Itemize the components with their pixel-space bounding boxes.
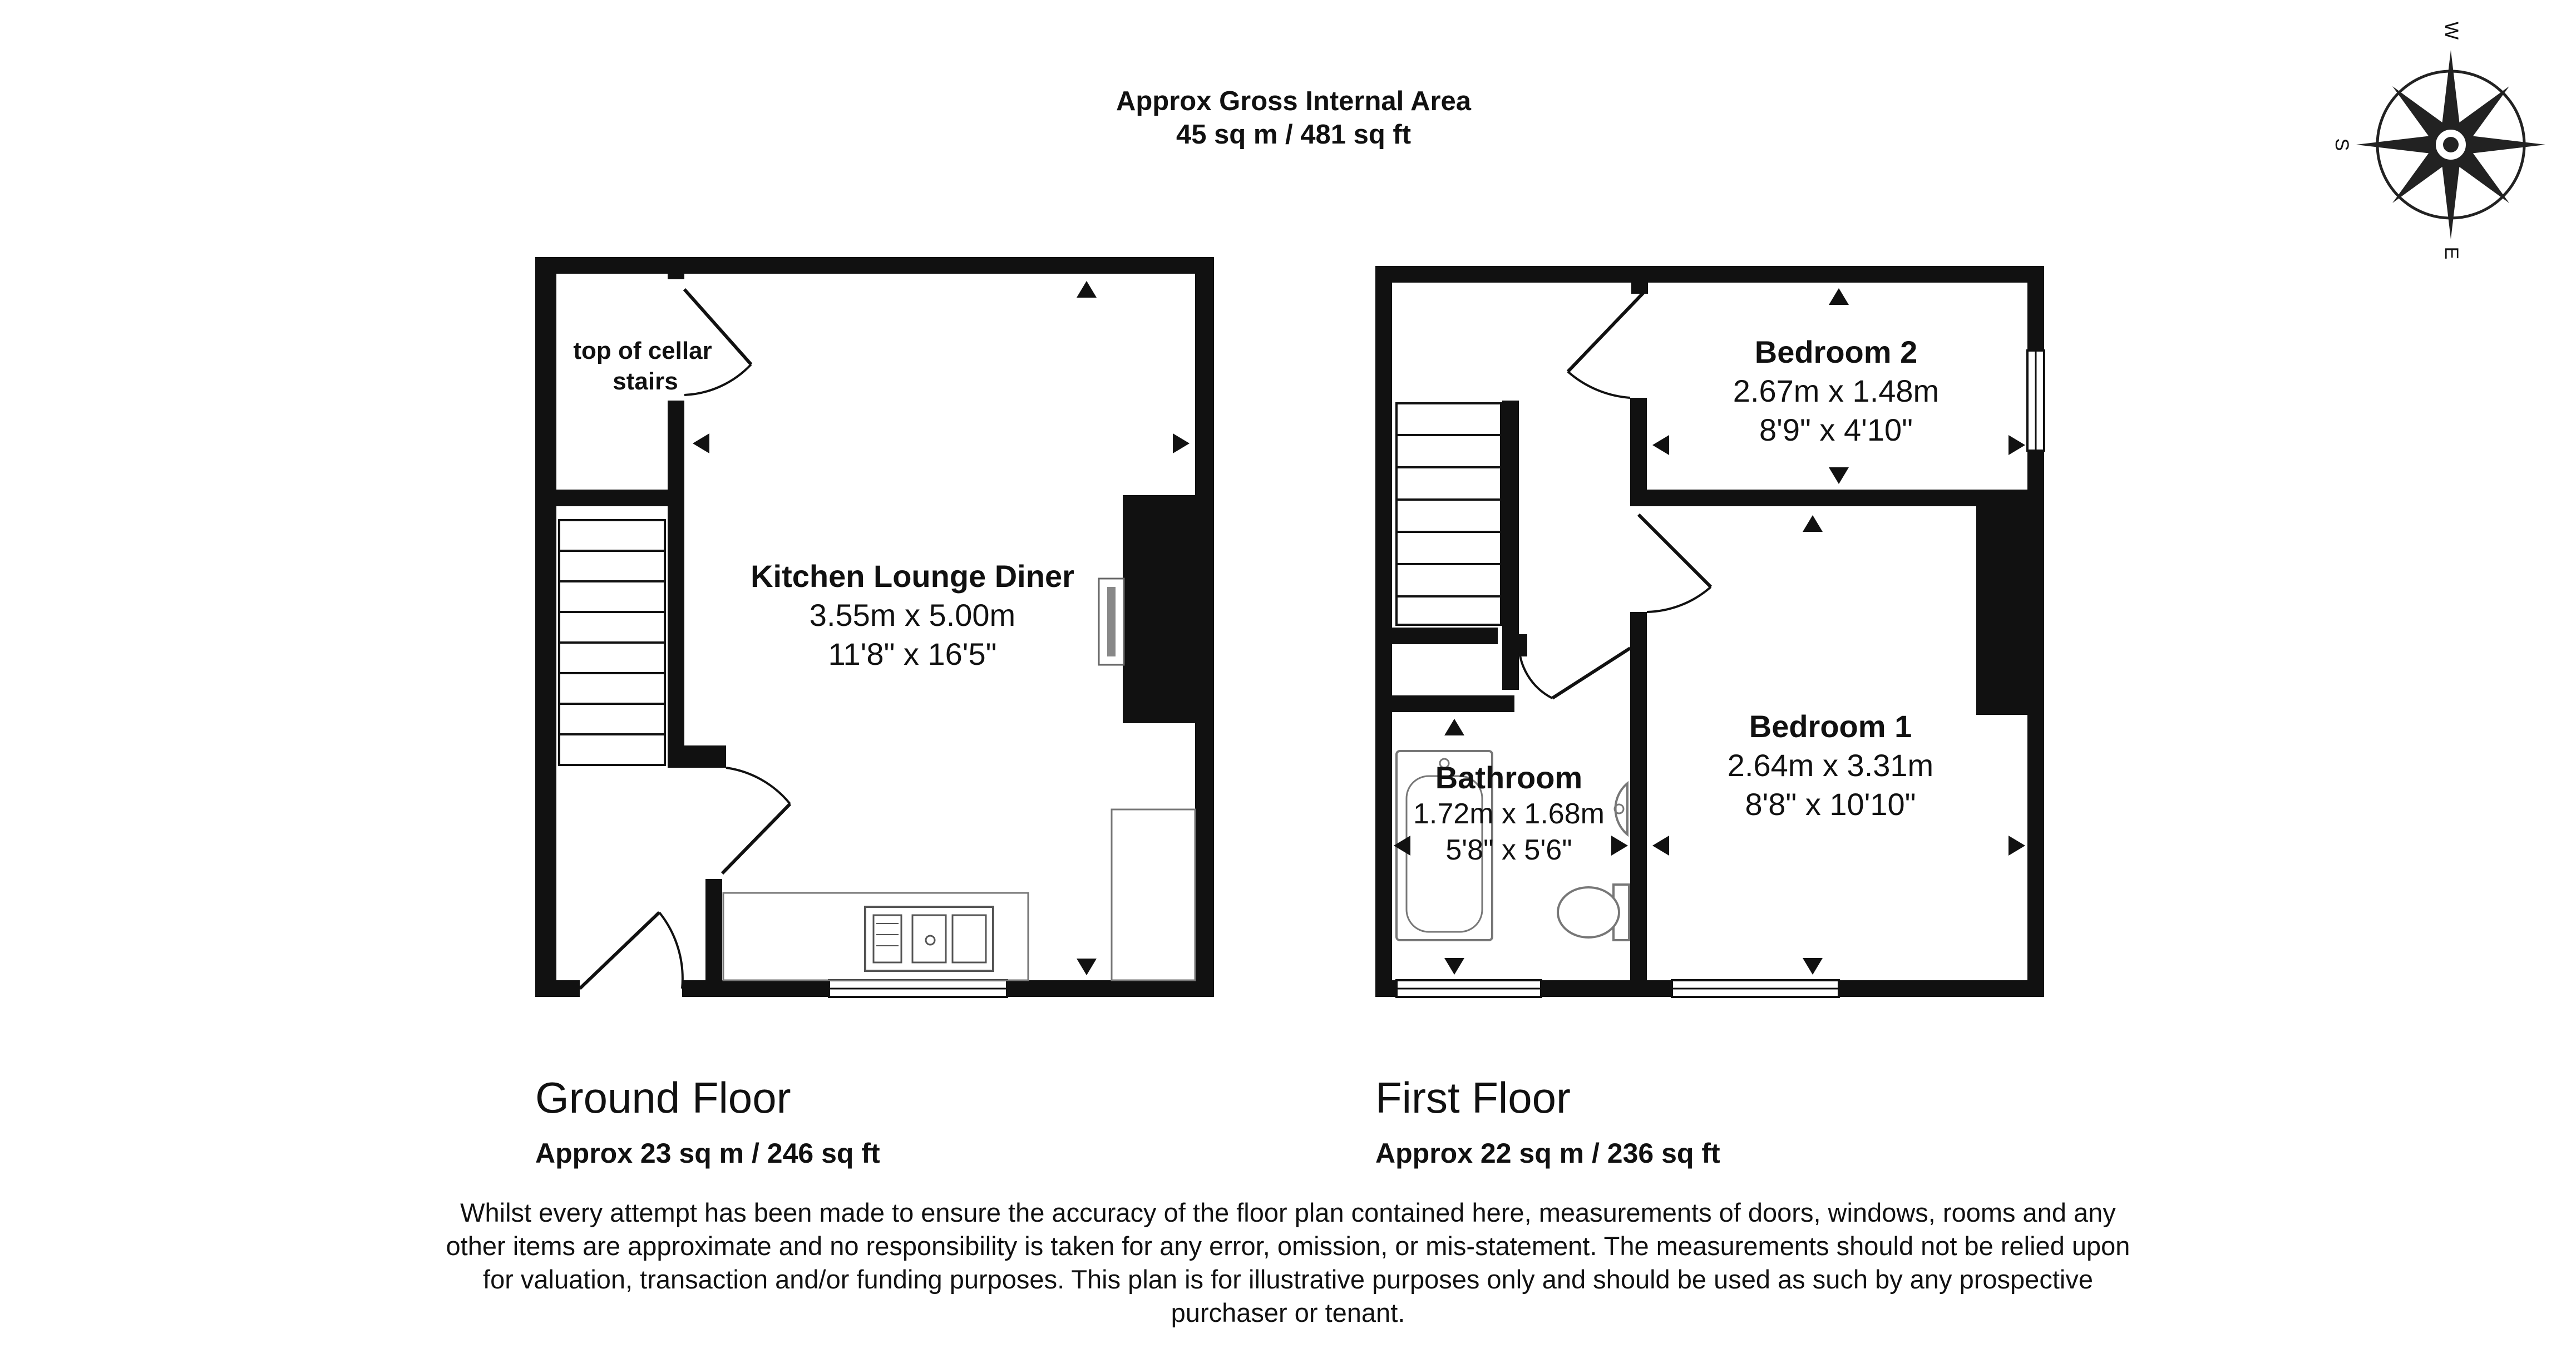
bedroom1-room-metric: 2.64m x 3.31m bbox=[1727, 748, 1934, 783]
kitchen-room-metric: 3.55m x 5.00m bbox=[809, 597, 1016, 633]
compass-rose-icon bbox=[2331, 22, 2545, 259]
bathroom-room-name: Bathroom bbox=[1435, 760, 1583, 795]
first-floor-area: Approx 22 sq m / 236 sq ft bbox=[1375, 1138, 1720, 1169]
ground-floor-area: Approx 23 sq m / 246 sq ft bbox=[535, 1138, 880, 1169]
bedroom2-room-metric: 2.67m x 1.48m bbox=[1733, 373, 1940, 408]
bedroom1-room-name: Bedroom 1 bbox=[1749, 709, 1912, 744]
gross-area-value: 45 sq m / 481 sq ft bbox=[1176, 120, 1412, 150]
compass-label-s: S bbox=[2331, 138, 2352, 151]
bathroom-room-imperial: 5'8" x 5'6" bbox=[1445, 834, 1572, 866]
bathroom-room-metric: 1.72m x 1.68m bbox=[1413, 798, 1605, 830]
ground-floor-title: Ground Floor bbox=[535, 1073, 791, 1122]
kitchen-room-name: Kitchen Lounge Diner bbox=[751, 559, 1074, 594]
first-floor-plan bbox=[1375, 266, 2044, 997]
kitchen-room-imperial: 11'8" x 16'5" bbox=[828, 636, 997, 671]
bedroom2-room-imperial: 8'9" x 4'10" bbox=[1759, 412, 1913, 447]
cellar-label-line2: stairs bbox=[613, 368, 678, 395]
compass-label-w: W bbox=[2441, 21, 2462, 40]
compass-label-e: E bbox=[2441, 246, 2462, 260]
bedroom2-room-name: Bedroom 2 bbox=[1754, 334, 1918, 369]
disclaimer-text: Whilst every attempt has been made to ensure the accuracy of the floor plan contained here, measurements of doors, windows, rooms and any other items are approximate and no responsibility is taken for any error, omission, or mis-statement. The measurements should not be relied upon for valuation, transaction and/or funding purposes. This plan is for illustrative purposes only and should be used as such by any prospective purchaser or tenant. bbox=[446, 1198, 2130, 1327]
first-floor-title: First Floor bbox=[1375, 1073, 1571, 1122]
gross-area-title: Approx Gross Internal Area bbox=[1116, 86, 1472, 116]
bedroom1-room-imperial: 8'8" x 10'10" bbox=[1745, 787, 1916, 822]
cellar-label-line1: top of cellar bbox=[573, 337, 712, 364]
